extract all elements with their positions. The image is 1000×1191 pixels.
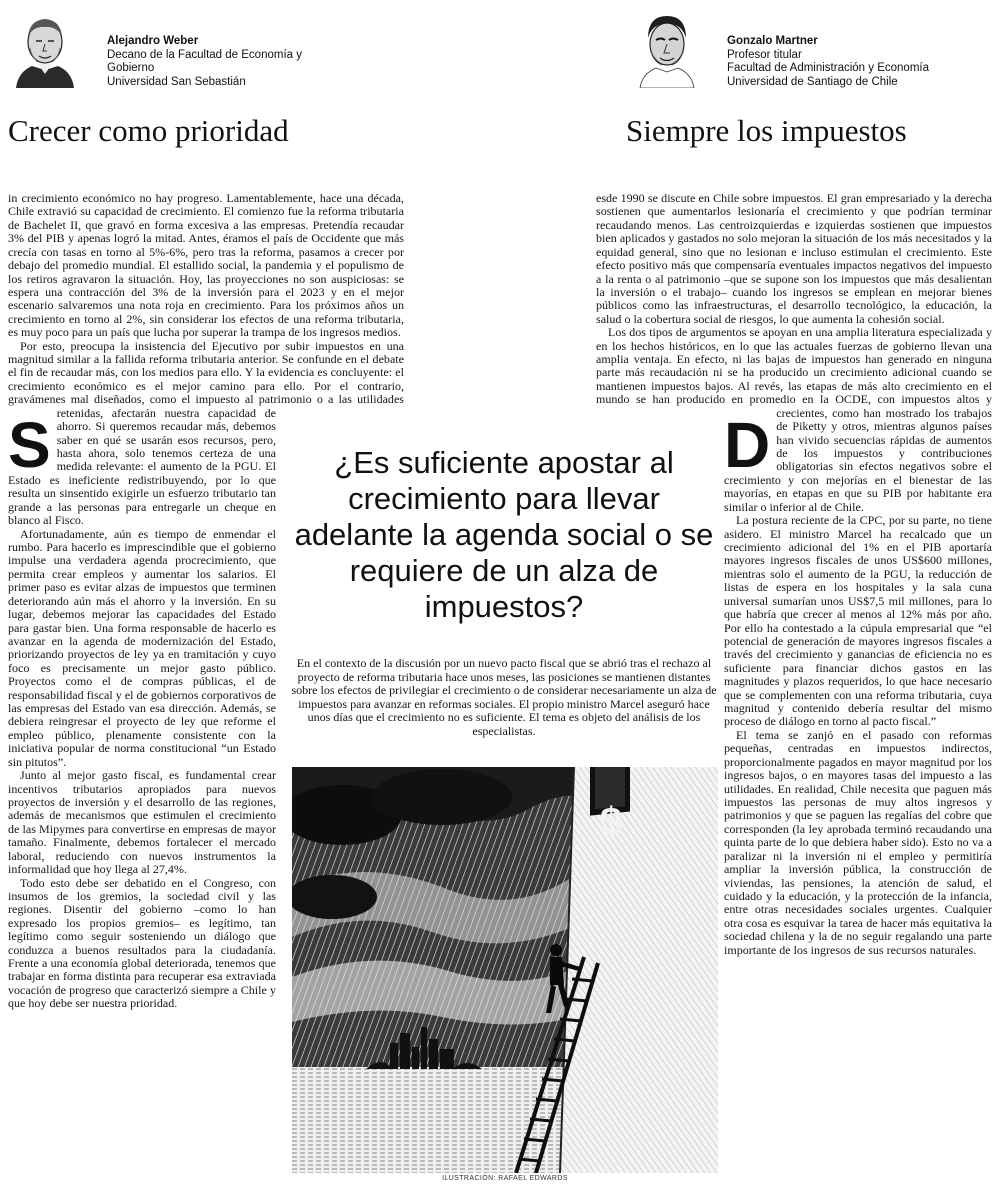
article-paragraph: D esde 1990 se discute en Chile sobre impuestos. El gran empresariado y la derecha sostienen que aumentarlos lesionaría el crecimiento y que podrían terminar recaudando menos. Las centroizquierdas e izquierdas sostienen que impuestos bien aplicados y gastados no solo mejoran la situación de los más necesitados y la equidad general, sino que no lesionan e incluso estimulan el crecimiento. Este efecto positivo más que compensaría eventuales impactos negativos del impuesto a la renta o al patrimonio –que se supone son los impuestos que más desalientan la inversión o el trabajo– cuando los ingresos se emplean en mejorar bienes públicos como las infraestructuras, el desarrollo tecnológico, la educación, la salud o la cobertura social de riesgos, lo que aumenta la cohesión social. (596, 192, 992, 481)
author-info-right (727, 35, 987, 89)
author-name: Gonzalo Martner (727, 35, 818, 47)
article-paragraph: Por esto, preocupa la insistencia del Ejecutivo por subir impuestos en una magnitud similar a la fallida reforma tributaria anterior. Se confunde en el debate el fin de recaudar más, con los medios para ello. Y la evidencia es concluyente: el crecimiento económico es el mejor camino para ello. Por el contrario, gravámenes mal diseñados, como el impuesto al patrimonio o a las utilidades retenidas, afectarán nuestra capacidad de ahorro. Si queremos recaudar más, debemos saber en qué se usarán esos recursos, pero, hasta ahora, solo tenemos certeza de una medida relevante: el aumento de la PGU. El Estado es ineficiente redistribuyendo, por lo que resulta un sinsentido exigirle un esfuerzo tributario tan grande a las personas para entregarle un cheque en blanco al Fisco. (8, 338, 404, 528)
article-paragraph: Todo esto debe ser debatido en el Congreso, con insumos de los gremios, la sociedad civil y las regiones. Disentir del gobierno –como lo han expresado los propios gremios– es legítimo, tan legítimo como seguir sosteniendo un diálogo que conduzca a buenos resultados para la ciudadanía. Frente a una economía global deteriorada, tenemos que trabajar en forma distinta para recuperar esa extraviada vocación de progreso que caracterizó siempre a Chile y que hoy debe ser nuestra prioridad. (8, 875, 276, 1011)
author-affiliation: Universidad San Sebastián (107, 75, 246, 88)
author-role-line: Profesor titular (727, 48, 802, 61)
author-role-line: Decano de la Facultad de Economía y (107, 48, 302, 61)
column-headline-left: Crecer como prioridad (8, 113, 289, 148)
illustration-ladder-building (292, 767, 718, 1173)
article-paragraph: S in crecimiento económico no hay progreso. Lamentablemente, hace una década, Chile extravió su capacidad de crecimiento. El comienzo fue la reforma tributaria de Bachelet II, que gravó en forma excesiva a las empresas. Pretendía recaudar 3% del PIB y apenas logró la mitad. Antes, éramos el país de Occidente que más crecía con tasas en torno al 5%-6%, pero tras la reforma, pasamos a crecer por debajo del promedio mundial. El estallido social, la pandemia y el populismo de los retiros agravaron la situación. Hoy, las proyecciones no son auspiciosas: se espera una contracción del 3% de la inversión para el 2023 y en el mejor escenario salvaremos una nota roja en crecimiento. Para los próximos años un crecimiento en torno al 2%, sin considerar los efectos de una reforma tributaria, es muy poco para un país que lucha por superar la trampa de los ingresos medios. (8, 192, 404, 481)
illustration-credit: ILUSTRACIÓN: RAFAEL EDWARDS (442, 1175, 568, 1182)
article-paragraph: Junto al mejor gasto fiscal, es fundamental crear incentivos tributarios apropiados para nuevos proyectos de inversión y el desarrollo de las regiones, además de mecanismos que estimulen el crecimiento de las Mipymes para convertirse en empresas de mayor tamaño. Finalmente, debemos fortalecer el mercado laboral, reduciendo con nuevos instrumentos la informalidad que hoy llega al 27,4%. (8, 768, 276, 877)
article-paragraph: Afortunadamente, aún es tiempo de enmendar el rumbo. Para hacerlo es imprescindible que el gobierno impulse una verdadera agenda procrecimiento, que permita crear empleos y aumentar los salarios. El primer paso es evitar alzas de impuestos que terminen deteriorando aún más el ahorro y la inversión. En su lugar, debemos mejorar las capacidades del Estado para gastar bien. Una forma responsable de hacerlo es avanzar en la agenda de modernización del Estado, priorizando proyectos de ley ya en tramitación y cuyo foco es precisamente un mejor gasto público. Proyectos como el de compras públicas, el de responsabilidad fiscal y el de gobiernos corporativos de las empresas del Estado van esa dirección. Además, se debiera reingresar el proyecto de ley que reforme el empleo público, plenamente consistente con la iniciativa popular de norma constitucional “un Estado sin pitutos”. (8, 526, 276, 769)
article-paragraph: La postura reciente de la CPC, por su parte, no tiene asidero. El ministro Marcel ha recalcado que un crecimiento adicional del 1% en el PIB aportaría mayores ingresos fiscales de unos US$600 millones, mientras solo el aumento de la PGU, la reducción de listas de espera en los hospitales y la sala cuna universal sumarían unos US$7,5 mil millones, para lo que habría que crecer al menos al 12% más por año. Por ello ha contestado a la cúpula empresarial que “el potencial de generación de mayores ingresos fiscales a través del crecimiento y ganancias de eficiencia no es suficiente para financiar dichos gastos en las magnitudes y plazos requeridos, lo que hace necesario que se complementen con una reforma tributaria, cuya magnitud y contenido debería resultar del mismo proceso de diálogo en torno al pacto fiscal.” (724, 513, 992, 729)
author-affiliation: Universidad de Santiago de Chile (727, 75, 898, 88)
author-role-line: Gobierno (107, 62, 155, 74)
central-intro-text: En el contexto de la discusión por un nuevo pacto fiscal que se abrió tras el rechazo al proyecto de reforma tributaria hace unos meses, las posiciones se mantienen distantes sobre los efectos de privilegiar el crecimiento o de considerar necesariamente un alza de impuestos para avanzar en reformas sociales. El propio ministro Marcel aseguró hace unos días que el crecimiento no es suficiente. El tema es objeto del análisis de los especialistas. (291, 656, 717, 738)
author-portrait-left (10, 8, 80, 88)
dropcap: S (8, 409, 51, 481)
article-paragraph: El tema se zanjó en el pasado con reformas pequeñas, centradas en impuestos indirectos, proporcionalmente pagados en mayor magnitud por los ingresos bajos, o en mayores tasas del impuesto a las utilidades. En realidad, Chile necesita que paguen más impuestos las personas de muy altos ingresos y patrimonios y que se paguen las regalías del cobre que corresponden (la ley aprobada terminó recaudando una quinta parte de lo que debiera haber sido). Esto no va a paralizar ni la inversión ni el empleo y permitiría ampliar la inversión pública, la construcción de viviendas, las pensiones, la atención de salud, el cuidado y la educación, y la protección de la infancia, entre otras necesidades sociales urgentes. Cualquier otra cosa es esquivar la tarea de hacer más equitativa la sociedad chilena y la de no seguir regalando una parte importante de los ingresos de sus recursos naturales. (724, 727, 992, 957)
author-name: Alejandro Weber (107, 35, 199, 47)
author-role-line: Facultad de Administración y Economía (727, 62, 929, 74)
author-info-left (107, 35, 337, 89)
author-portrait-right (632, 8, 702, 88)
central-question-headline: ¿Es suficiente apostar al crecimiento para llevar adelante la agenda social o se requiere de un alza de impuestos? (294, 445, 714, 624)
article-paragraph: Los dos tipos de argumentos se apoyan en una amplia literatura especializada y en los hechos históricos, en lo que las actuales fuerzas de gobierno llevan una amplia ventaja. En efecto, ni las bajas de impuestos han generado en ninguna parte más recaudación ni se ha producido un crecimiento adicional cuando se mantienen impuestos bajos. Al revés, las etapas de más alto crecimiento en el mundo se han producido en promedio en la OCDE, con impuestos altos y crecientes, como han mostrado los trabajos de Piketty y otros, mientras algunos países han vivido secuencias rápidas de aumentos de los impuestos y contribuciones obligatorias sin efectos negativos sobre el crecimiento y con mejorías en el bienestar de las mayorías, en etapas en que su PIB por habitante era similar o inferior al de Chile. (596, 325, 992, 514)
dollar-sign-icon: $ (600, 800, 623, 844)
column-headline-right: Siempre los impuestos (626, 113, 907, 148)
dropcap: D (724, 409, 771, 481)
